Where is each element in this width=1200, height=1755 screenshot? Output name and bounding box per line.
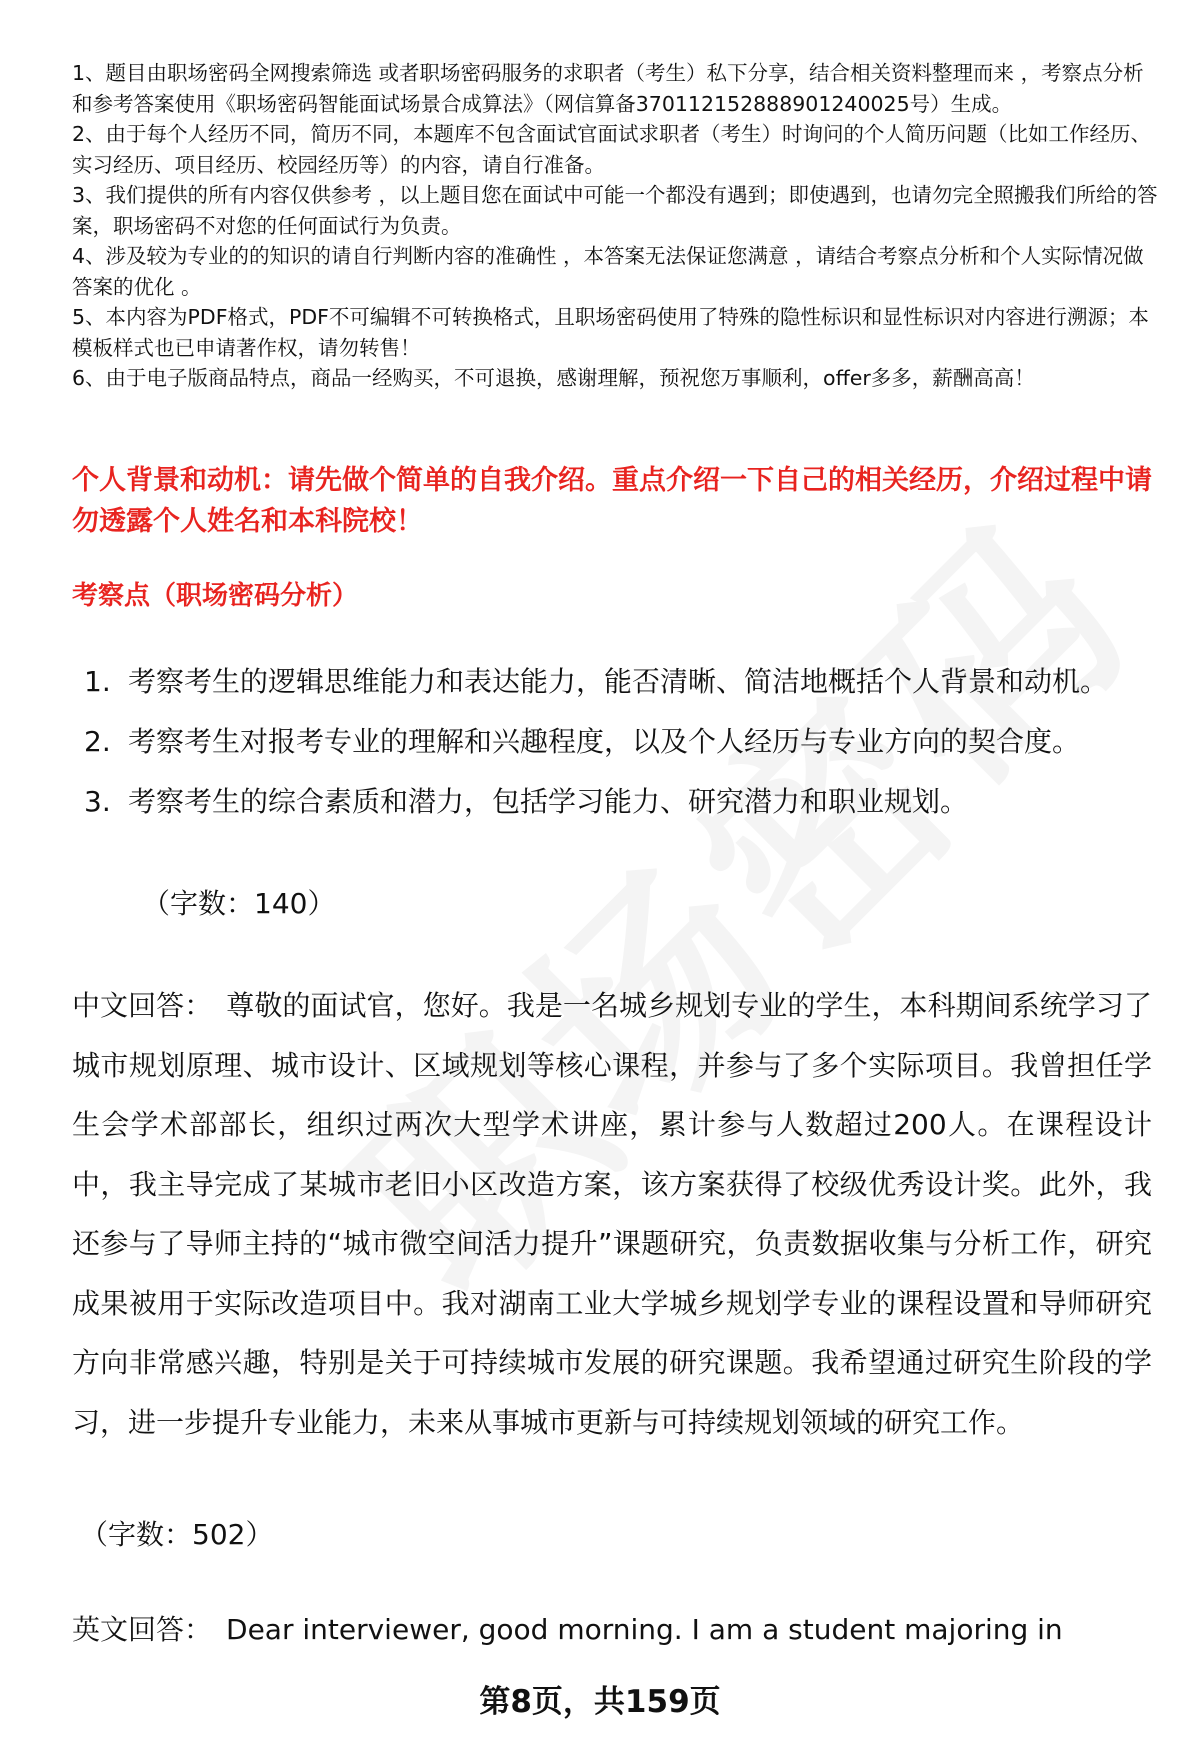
page-number-footer: 第8页，共159页 bbox=[479, 1684, 721, 1720]
english-answer bbox=[72, 1610, 1152, 1650]
analysis-point bbox=[72, 772, 1142, 832]
interview-question: 个人背景和动机：请先做个简单的自我介绍。重点介绍一下自己的相关经历，介绍过程中请勿透露个人姓名和本科院校！ bbox=[72, 465, 1152, 537]
notice-item: 3、我们提供的所有内容仅供参考 ，以上题目您在面试中可能一个都没有遇到；即使遇到，也请勿完全照搬我们所给的答案，职场密码不对您的任何面试行为负责。 bbox=[72, 183, 1158, 238]
analysis-point bbox=[72, 712, 1142, 772]
answer-word-count: （字数：502） bbox=[80, 1518, 274, 1551]
chinese-answer-label: 中文回答： bbox=[72, 989, 213, 1022]
disclaimer-notices bbox=[72, 58, 1162, 394]
english-answer-label: 英文回答： bbox=[72, 1613, 213, 1646]
chinese-answer bbox=[72, 976, 1152, 1452]
analysis-point bbox=[72, 652, 1142, 712]
point-number: 3. bbox=[84, 785, 111, 818]
english-answer-text: Dear interviewer, good morning. I am a student majoring in bbox=[226, 1613, 1063, 1646]
analysis-word-count: （字数：140） bbox=[142, 887, 336, 920]
analysis-points bbox=[72, 652, 1142, 832]
notice-item: 1、题目由职场密码全网搜索筛选 或者职场密码服务的求职者（考生）私下分享，结合相关资料整理而来 ，考察点分析和参考答案使用《职场密码智能面试场景合成算法》（网信算备370112152888901240025号）生成。 bbox=[72, 61, 1144, 116]
point-text: 考察考生对报考专业的理解和兴趣程度，以及个人经历与专业方向的契合度。 bbox=[128, 725, 1081, 758]
point-text: 考察考生的综合素质和潜力，包括学习能力、研究潜力和职业规划。 bbox=[128, 785, 969, 818]
notice-item: 5、本内容为PDF格式，PDF不可编辑不可转换格式，且职场密码使用了特殊的隐性标识和显性标识对内容进行溯源；本模板样式也已申请著作权，请勿转售！ bbox=[72, 305, 1149, 360]
point-text: 考察考生的逻辑思维能力和表达能力，能否清晰、简洁地概括个人背景和动机。 bbox=[128, 665, 1109, 698]
notice-item: 6、由于电子版商品特点，商品一经购买，不可退换，感谢理解，预祝您万事顺利，offer多多，薪酬高高！ bbox=[72, 366, 1035, 390]
point-number: 1. bbox=[84, 665, 111, 698]
chinese-answer-text: 尊敬的面试官，您好。我是一名城乡规划专业的学生，本科期间系统学习了城市规划原理、城市设计、区域规划等核心课程，并参与了多个实际项目。我曾担任学生会学术部部长，组织过两次大型学术讲座，累计参与人数超过200人。在课程设计中，我主导完成了某城市老旧小区改造方案，该方案获得了校级优秀设计奖。此外，我还参与了导师主持的“城市微空间活力提升”课题研究，负责数据收集与分析工作，研究成果被用于实际改造项目中。我对湖南工业大学城乡规划学专业的课程设置和导师研究方向非常感兴趣，特别是关于可持续城市发展的研究课题。我希望通过研究生阶段的学习，进一步提升专业能力，未来从事城市更新与可持续规划领域的研究工作。 bbox=[72, 989, 1152, 1439]
point-number: 2. bbox=[84, 725, 111, 758]
notice-item: 2、由于每个人经历不同，简历不同，本题库不包含面试官面试求职者（考生）时询问的个人简历问题（比如工作经历、实习经历、项目经历、校园经历等）的内容，请自行准备。 bbox=[72, 122, 1152, 177]
analysis-heading: 考察点（职场密码分析） bbox=[72, 581, 359, 611]
notice-item: 4、涉及较为专业的的知识的请自行判断内容的准确性 ，本答案无法保证您满意 ，请结合考察点分析和个人实际情况做答案的优化 。 bbox=[72, 244, 1144, 299]
